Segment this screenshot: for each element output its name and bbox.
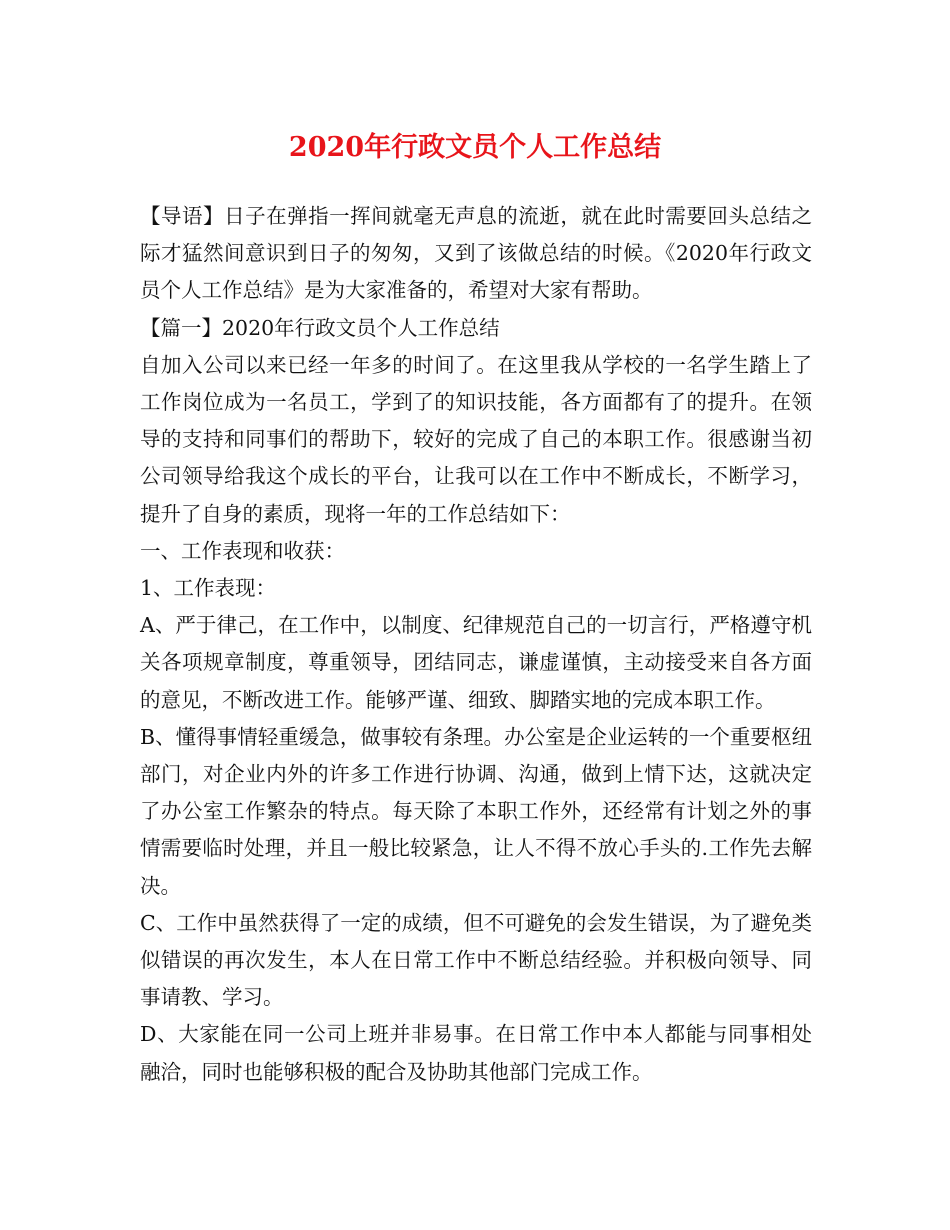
paragraph-item-a: A、严于律己，在工作中，以制度、纪律规范自己的一切言行，严格遵守机关各项规章制度，尊重领导，团结同志，谦虚谨慎，主动接受来自各方面的意见，不断改进工作。能够严谨、细致、脚踏实地的完成本职工作。 — [140, 613, 812, 712]
paragraph-subheading-one: 1、工作表现： — [140, 576, 277, 601]
paragraph-item-d: D、大家能在同一公司上班并非易事。在日常工作中本人都能与同事相处融洽，同时也能够积极的配合及协助其他部门完成工作。 — [140, 1022, 812, 1084]
paragraph-item-b: B、懂得事情轻重缓急，做事较有条理。办公室是企业运转的一个重要枢纽部门，对企业内外的许多工作进行协调、沟通，做到上情下达，这就决定了办公室工作繁杂的特点。每天除了本职工作外，还经常有计划之外的事情需要临时处理，并且一般比较紧急，让人不得不放心手头的.工作先去解决。 — [140, 724, 812, 898]
document-title: 2020年行政文员个人工作总结 — [288, 132, 662, 163]
paragraph-heading-one: 一、工作表现和收获： — [140, 538, 345, 563]
paragraph-intro: 【导语】日子在弹指一挥间就毫无声息的流逝，就在此时需要回头总结之际才猛然间意识到日子的匆匆，又到了该做总结的时候。《2020年行政文员个人工作总结》是为大家准备的，希望对大家有帮助。 — [140, 204, 812, 303]
paragraph-section-heading: 【篇一】2020年行政文员个人工作总结 — [140, 315, 500, 340]
document-body — [140, 198, 812, 1091]
paragraph-item-c: C、工作中虽然获得了一定的成绩，但不可避免的会发生错误，为了避免类似错误的再次发生，本人在日常工作中不断总结经验。并积极向领导、同事请教、学习。 — [140, 910, 812, 1010]
paragraph-opening: 自加入公司以来已经一年多的时间了。在这里我从学校的一名学生踏上了工作岗位成为一名员工，学到了的知识技能，各方面都有了的提升。在领导的支持和同事们的帮助下，较好的完成了自己的本职工作。很感谢当初公司领导给我这个成长的平台，让我可以在工作中不断成长，不断学习，提升了自身的素质，现将一年的工作总结如下： — [140, 352, 812, 526]
